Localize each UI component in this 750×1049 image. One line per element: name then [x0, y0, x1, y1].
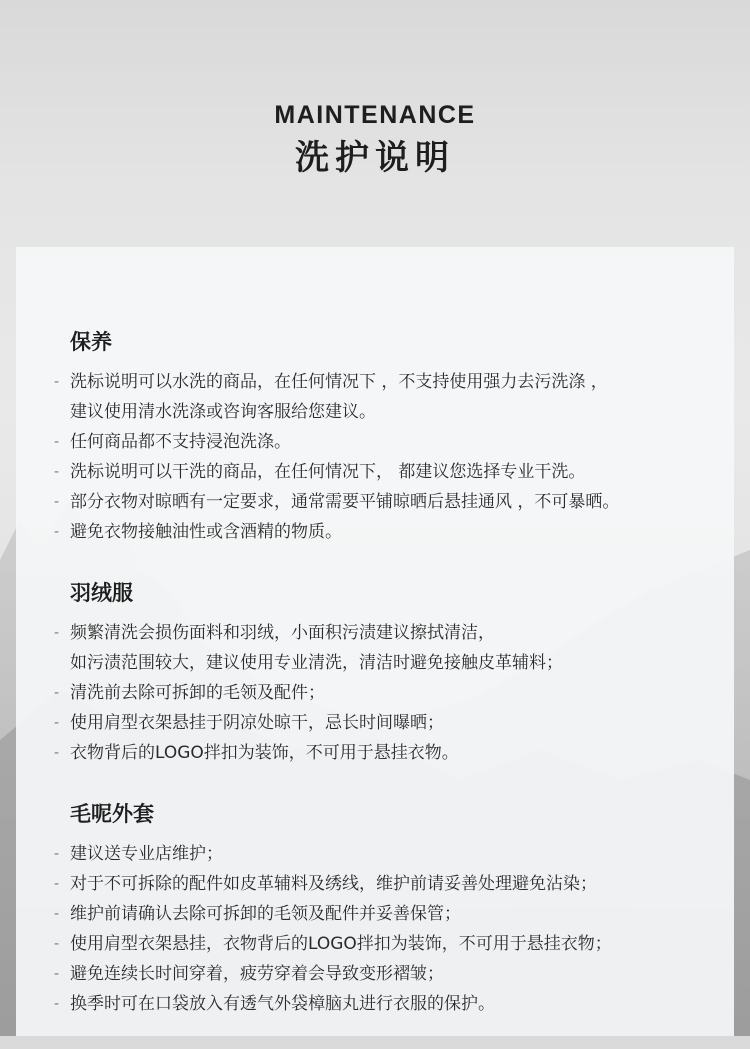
list-item — [54, 899, 720, 929]
bullet-dash-icon: - — [54, 685, 60, 701]
bullet-dash-icon: - — [54, 906, 60, 922]
list-item-text: 清洗前去除可拆卸的毛领及配件； — [70, 683, 325, 703]
bullet-dash-icon: - — [54, 625, 60, 641]
list-item-text: 维护前请确认去除可拆卸的毛领及配件并妥善保管； — [70, 904, 461, 924]
bullet-dash-icon: - — [54, 846, 60, 862]
bullet-dash-icon: - — [54, 936, 60, 952]
section-1 — [54, 326, 720, 547]
list-item — [54, 989, 720, 1019]
list-item-text: 任何商品都不支持浸泡洗涤。 — [70, 432, 291, 452]
list-item — [54, 869, 720, 899]
list-item — [54, 367, 720, 427]
section-3 — [54, 798, 720, 1019]
bullet-dash-icon: - — [54, 996, 60, 1012]
bullet-dash-icon: - — [54, 434, 60, 450]
list-item-text: 如污渍范围较大，建议使用专业清洗，清洁时避免接触皮革辅料； — [70, 653, 563, 673]
list-item-text: 频繁清洗会损伤面料和羽绒，小面积污渍建议擦拭清洁， — [70, 623, 495, 643]
section-title: 羽绒服 — [70, 581, 133, 605]
list-item — [54, 487, 720, 517]
bullet-dash-icon: - — [54, 876, 60, 892]
list-item — [54, 618, 720, 678]
list-item-text: 避免连续长时间穿着，疲劳穿着会导致变形褶皱； — [70, 964, 444, 984]
list-item — [54, 839, 720, 869]
list-item-text: 建议使用清水洗涤或咨询客服给您建议。 — [70, 402, 376, 422]
page-title-chinese: 洗护说明 — [295, 138, 455, 178]
section-2 — [54, 577, 720, 768]
list-item — [54, 427, 720, 457]
list-item — [54, 457, 720, 487]
bullet-dash-icon: - — [54, 715, 60, 731]
page-header — [0, 100, 750, 178]
bullet-dash-icon: - — [54, 494, 60, 510]
section-title: 毛呢外套 — [70, 802, 154, 826]
bullet-list — [54, 839, 720, 1019]
list-item-text: 使用肩型衣架悬挂，衣物背后的LOGO拌扣为装饰，不可用于悬挂衣物； — [70, 934, 612, 954]
list-item-text: 换季时可在口袋放入有透气外袋樟脑丸进行衣服的保护。 — [70, 994, 495, 1014]
list-item-text: 洗标说明可以干洗的商品，在任何情况下， 都建议您选择专业干洗。 — [70, 462, 586, 482]
list-item — [54, 929, 720, 959]
bullet-list — [54, 367, 720, 547]
list-item-text: 避免衣物接触油性或含酒精的物质。 — [70, 522, 342, 542]
list-item — [54, 517, 720, 547]
list-item-text: 洗标说明可以水洗的商品，在任何情况下 ，不支持使用强力去污洗涤 ， — [70, 372, 608, 392]
section-title: 保养 — [70, 330, 112, 354]
bullet-dash-icon: - — [54, 966, 60, 982]
list-item-text: 部分衣物对晾晒有一定要求，通常需要平铺晾晒后悬挂通风 ，不可暴晒。 — [70, 492, 620, 512]
list-item — [54, 738, 720, 768]
list-item-text: 建议送专业店维护； — [70, 844, 223, 864]
list-item — [54, 678, 720, 708]
list-item-text: 使用肩型衣架悬挂于阴凉处晾干，忌长时间曝晒； — [70, 713, 444, 733]
list-item — [54, 708, 720, 738]
bullet-dash-icon: - — [54, 745, 60, 761]
list-item-text: 对于不可拆除的配件如皮革辅料及绣线，维护前请妥善处理避免沾染； — [70, 874, 597, 894]
bullet-dash-icon: - — [54, 524, 60, 540]
page-title-english: MAINTENANCE — [274, 101, 476, 129]
list-item-text: 衣物背后的LOGO拌扣为装饰，不可用于悬挂衣物。 — [70, 743, 459, 763]
bullet-list — [54, 618, 720, 768]
bullet-dash-icon: - — [54, 374, 60, 390]
bullet-dash-icon: - — [54, 464, 60, 480]
list-item — [54, 959, 720, 989]
care-instructions — [54, 326, 720, 1049]
